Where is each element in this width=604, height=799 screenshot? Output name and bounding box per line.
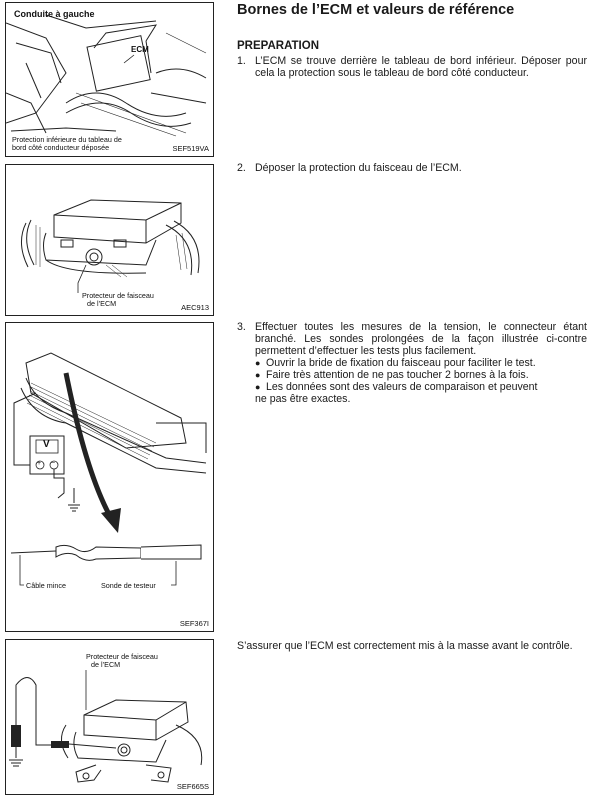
voltmeter-plus-terminal: + xyxy=(37,460,42,467)
bullet-item: ● Ouvrir la bride de fixation du faisceau pour faciliter le test. xyxy=(255,357,587,369)
figure-caption xyxy=(12,136,122,152)
bullet-item: ● Faire très attention de ne pas toucher 2 bornes à la fois. xyxy=(255,369,587,381)
caption-line: Protecteur de faisceau xyxy=(82,291,154,300)
step-paragraph: Effectuer toutes les mesures de la tension, le connecteur étant branché. Les sondes prolongées de la façon illustrée ci-contre permettent d’effectuer les tests plus facilement. xyxy=(255,321,587,357)
step-number: 1. xyxy=(237,55,246,67)
ecm-label: ECM xyxy=(131,45,149,54)
step-text: Déposer la protection du faisceau de l’ECM. xyxy=(255,162,462,174)
figure-voltage-measurement xyxy=(5,322,214,632)
ecm-location-illustration xyxy=(6,3,214,157)
bullet-item: ● Les données sont des valeurs de comparaison et peuvent xyxy=(255,381,587,393)
figure-code: SEF665S xyxy=(176,782,209,791)
caption-line: bord côté conducteur déposée xyxy=(12,143,110,152)
caption-line: de l’ECM xyxy=(91,660,121,669)
step-3 xyxy=(237,321,587,405)
figure-code: SEF367I xyxy=(179,619,209,628)
caption-line: Protection inférieure du tableau de xyxy=(12,135,122,144)
figure-code: AEC913 xyxy=(181,303,209,312)
step-1 xyxy=(237,55,587,79)
caption-line: de l’ECM xyxy=(87,299,117,308)
ground-check-note: S’assurer que l’ECM est correctement mis à la masse avant le contrôle. xyxy=(237,640,573,652)
voltmeter-label: V xyxy=(43,439,50,450)
page-title: Bornes de l’ECM et valeurs de référence xyxy=(237,2,515,18)
step-text: L’ECM se trouve derrière le tableau de bord inférieur. Déposer pour cela la protection sous le tableau de bord côté conducteur. xyxy=(255,55,587,79)
figure-ecm-ground xyxy=(5,639,214,795)
figure-code: SEF519VA xyxy=(172,144,209,153)
bullet-continuation: ne pas être exactes. xyxy=(255,393,351,405)
figure-caption xyxy=(86,653,158,669)
figure-ecm-location xyxy=(5,2,214,157)
step-text xyxy=(255,321,587,393)
figure-header: Conduite à gauche xyxy=(14,9,95,19)
figure-harness-protector xyxy=(5,164,214,316)
caption-line: Protecteur de faisceau xyxy=(86,652,158,661)
step-number: 2. xyxy=(237,162,246,174)
step-2 xyxy=(237,162,587,174)
voltmeter-minus-terminal: − xyxy=(51,460,56,467)
section-heading: PREPARATION xyxy=(237,40,319,52)
tester-probe-label: Sonde de testeur xyxy=(101,581,156,590)
thin-wire-label: Câble mince xyxy=(26,581,66,590)
figure-caption xyxy=(82,292,154,308)
step-number: 3. xyxy=(237,321,246,333)
